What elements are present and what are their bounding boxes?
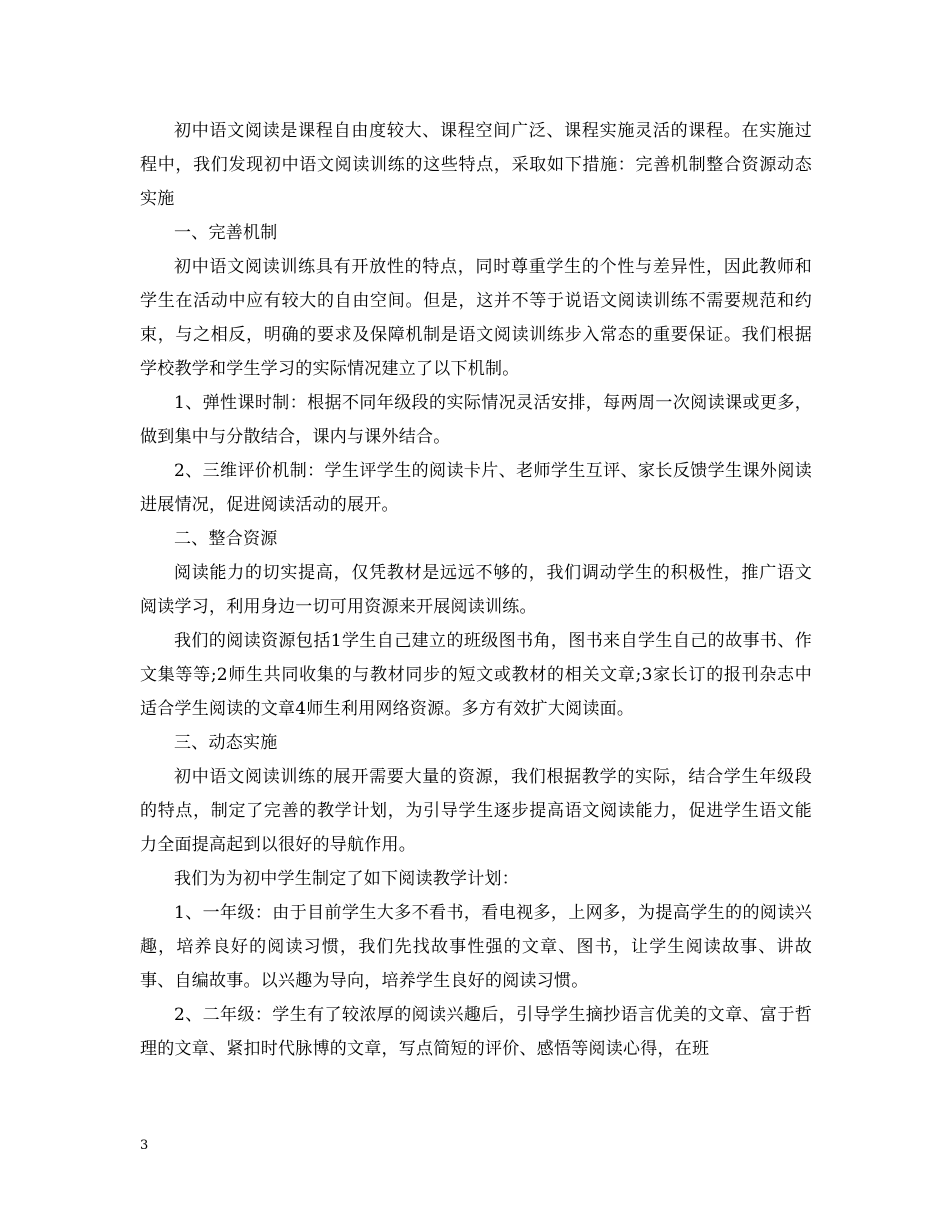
- section-heading-3: 三、动态实施: [174, 733, 278, 753]
- body-paragraph: 初中语文阅读训练的展开需要大量的资源，我们根据教学的实际，结合学生年级段的特点，制定了完善的教学计划，为引导学生逐步提高语文阅读能力，促进学生语文能力全面提高起到以很好的导航作用。: [140, 767, 812, 855]
- document-body: [140, 114, 812, 1066]
- body-paragraph: 我们的阅读资源包括1学生自己建立的班级图书角，图书来自学生自己的故事书、作文集等等;2师生共同收集的与教材同步的短文或教材的相关文章;3家长订的报刊杂志中适合学生阅读的文章4师生利用网络资源。多方有效扩大阅读面。: [140, 631, 812, 719]
- body-paragraph: 我们为为初中学生制定了如下阅读教学计划：: [174, 869, 519, 889]
- body-paragraph: 初中语文阅读训练具有开放性的特点，同时尊重学生的个性与差异性，因此教师和学生在活动中应有较大的自由空间。但是，这并不等于说语文阅读训练不需要规范和约束，与之相反，明确的要求及保障机制是语文阅读训练步入常态的重要保证。我们根据学校教学和学生学习的实际情况建立了以下机制。: [140, 257, 812, 379]
- page-number: 3: [140, 1138, 149, 1153]
- section-heading-2: 二、整合资源: [174, 529, 278, 549]
- body-paragraph: 阅读能力的切实提高，仅凭教材是远远不够的，我们调动学生的积极性，推广语文阅读学习，利用身边一切可用资源来开展阅读训练。: [140, 563, 812, 617]
- grade-plan-item-2: 2、二年级：学生有了较浓厚的阅读兴趣后，引导学生摘抄语言优美的文章、富于哲理的文章、紧扣时代脉博的文章，写点简短的评价、感悟等阅读心得，在班: [140, 1005, 812, 1059]
- list-item-1: 1、弹性课时制：根据不同年级段的实际情况灵活安排，每两周一次阅读课或更多，做到集中与分散结合，课内与课外结合。: [140, 393, 812, 447]
- grade-plan-item-1: 1、一年级：由于目前学生大多不看书，看电视多，上网多，为提高学生的的阅读兴趣，培养良好的阅读习惯，我们先找故事性强的文章、图书，让学生阅读故事、讲故事、自编故事。以兴趣为导向，培养学生良好的阅读习惯。: [140, 903, 812, 991]
- intro-paragraph: 初中语文阅读是课程自由度较大、课程空间广泛、课程实施灵活的课程。在实施过程中，我们发现初中语文阅读训练的这些特点，采取如下措施：完善机制整合资源动态实施: [140, 121, 812, 209]
- section-heading-1: 一、完善机制: [174, 223, 278, 243]
- list-item-2: 2、三维评价机制：学生评学生的阅读卡片、老师学生互评、家长反馈学生课外阅读进展情况，促进阅读活动的展开。: [140, 461, 812, 515]
